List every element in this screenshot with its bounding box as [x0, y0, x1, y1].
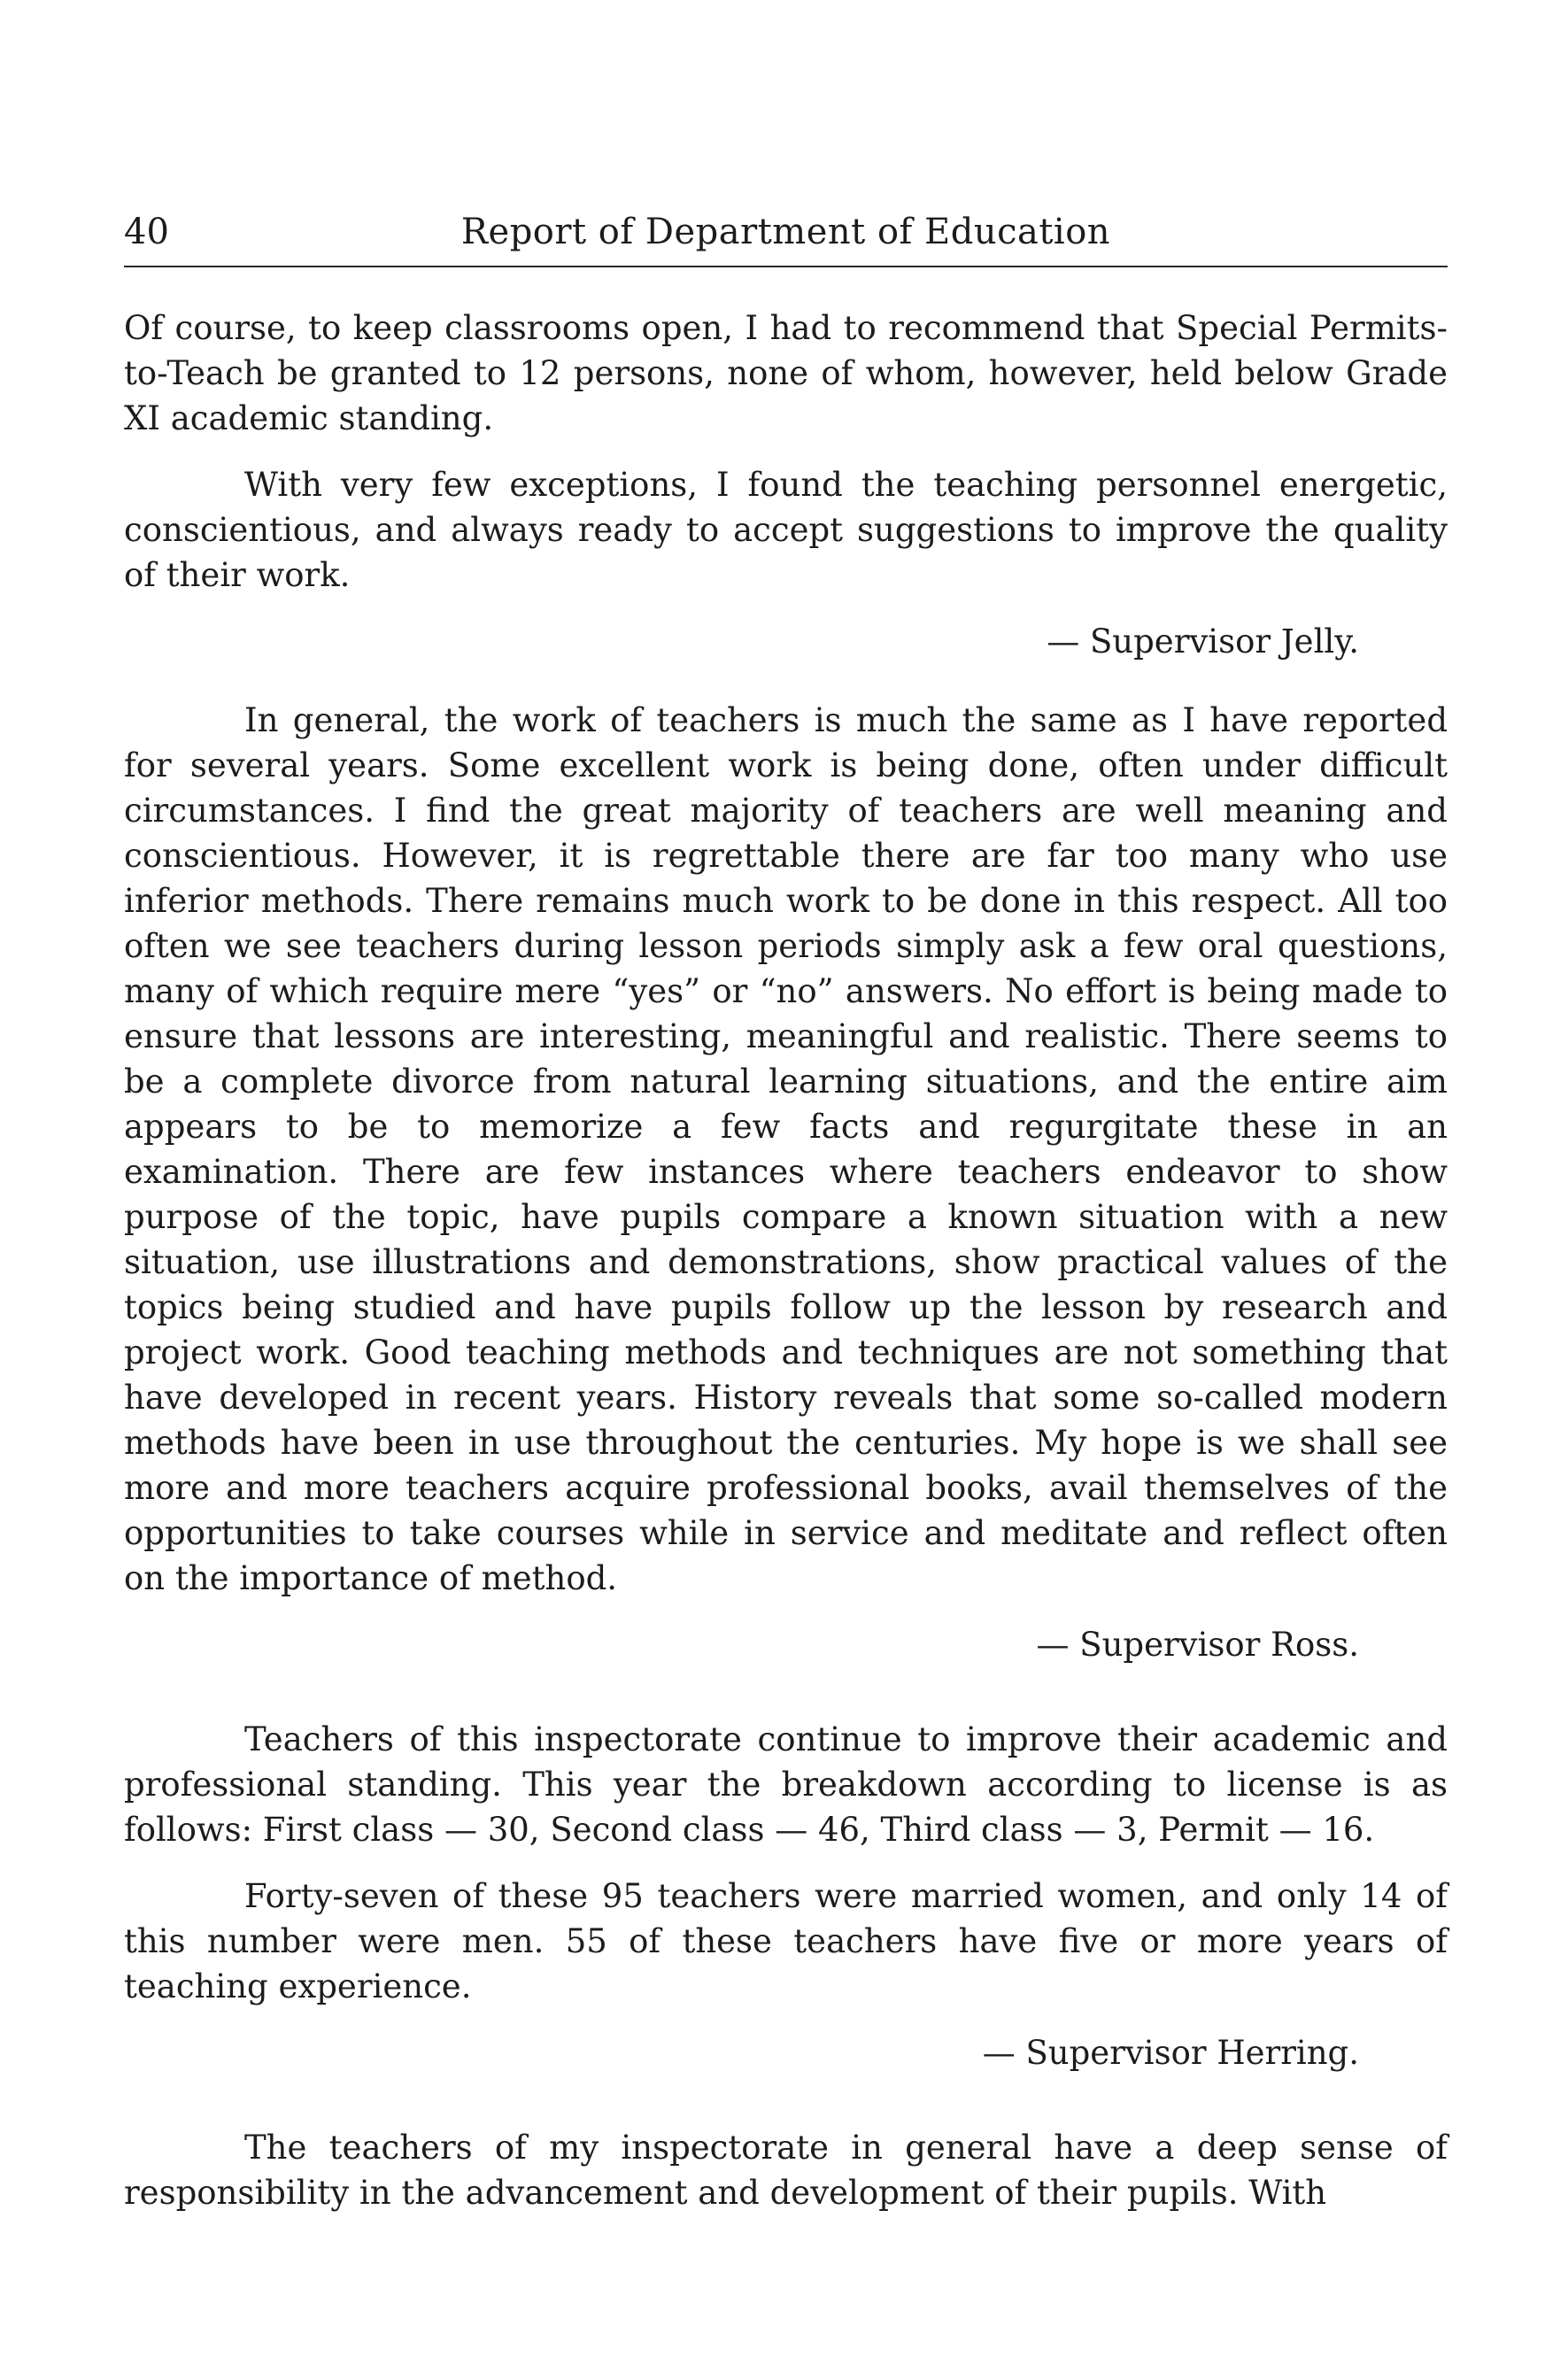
paragraph-teacher-statistics: Forty-seven of these 95 teachers were married women, and only 14 of this number were men. 55 of these teachers have five or more years of teaching experience. — [124, 1877, 1448, 2005]
header-rule — [124, 266, 1448, 267]
page-header — [124, 211, 1448, 264]
running-title: Report of Department of Education — [460, 212, 1111, 252]
paragraph-personnel: With very few exceptions, I found the teaching personnel energetic, conscientious, and always ready to accept suggestions to improve the quality of their work. — [124, 466, 1448, 594]
signature-herring: — Supervisor Herring. — [982, 2034, 1359, 2072]
paragraph-permits: Of course, to keep classrooms open, I had to recommend that Special Permits-to-Teach be granted to 12 persons, none of whom, however, held below Grade XI academic standing. — [124, 309, 1448, 437]
paragraph-license-breakdown: Teachers of this inspectorate continue to improve their academic and professional standing. This year the breakdown according to license is as follows: First class — 30, Second class — 46, Third class — 3, Permit — 16. — [124, 1720, 1448, 1849]
signature-ross: — Supervisor Ross. — [1036, 1626, 1359, 1664]
signature-jelly: — Supervisor Jelly. — [1047, 622, 1359, 661]
paragraph-teaching-methods: In general, the work of teachers is much the same as I have reported for several years. Some excellent work is being done, often under difficult circumstances. I find the great majority of teachers are well meaning and conscientious. However, it is regrettable there are far too many who use inferior methods. There remains much work to be done in this respect. All too often we see teachers during lesson periods simply ask a few oral questions, many of which require mere “yes” or “no” answers. No effort is being made to ensure that lessons are interesting, meaningful and realistic. There seems to be a complete divorce from natural learning situations, and the entire aim appears to be to memorize a few facts and regurgitate these in an examination. There are few instances where teachers endeavor to show purpose of the topic, have pupils compare a known situation with a new situation, use illustrations and demonstrations, show practical values of the topics being studied and have pupils follow up the lesson by research and project work. Good teaching methods and techniques are not something that have developed in recent years. History reveals that some so-called modern methods have been in use throughout the centuries. My hope is we shall see more and more teachers acquire professional books, avail themselves of the opportunities to take courses while in service and meditate and reflect often on the importance of method. — [124, 701, 1448, 1597]
report-body — [124, 305, 1448, 2215]
page-number: 40 — [124, 212, 169, 252]
paragraph-responsibility: The teachers of my inspectorate in general have a deep sense of responsibility in the advancement and development of their pupils. With — [124, 2129, 1448, 2212]
